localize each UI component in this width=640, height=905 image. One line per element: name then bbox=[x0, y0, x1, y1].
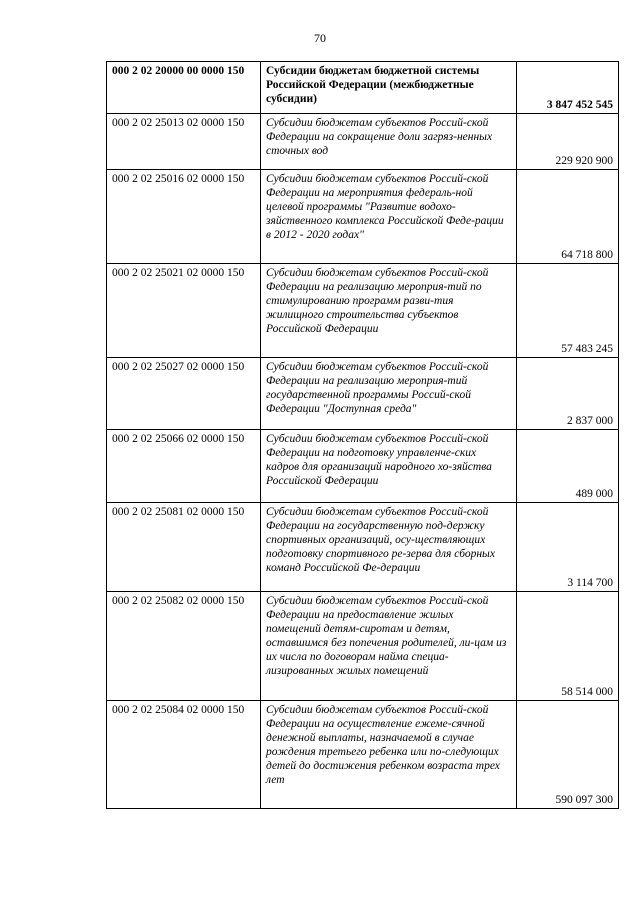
row-code-cell: 000 2 02 25082 02 0000 150 bbox=[107, 592, 261, 701]
row-amount-cell: 57 483 245 bbox=[517, 264, 619, 358]
table-row bbox=[107, 503, 619, 592]
table-row bbox=[107, 264, 619, 358]
row-amount-cell: 58 514 000 bbox=[517, 592, 619, 701]
row-code-cell: 000 2 02 25066 02 0000 150 bbox=[107, 430, 261, 503]
table-row bbox=[107, 170, 619, 264]
row-description-cell: Субсидии бюджетам субъектов Россий-ской Федерации на сокращение доли загряз-ненных сточных вод bbox=[261, 114, 517, 170]
row-amount-cell: 489 000 bbox=[517, 430, 619, 503]
page-number: 70 bbox=[314, 31, 326, 45]
header-amount-cell: 3 847 452 545 bbox=[517, 62, 619, 114]
row-code-cell: 000 2 02 25027 02 0000 150 bbox=[107, 358, 261, 430]
row-description-cell: Субсидии бюджетам субъектов Россий-ской Федерации на реализацию мероприя-тий по стимулированию программ разви-тия жилищного строительства субъектов Российской Федерации bbox=[261, 264, 517, 358]
table-row bbox=[107, 592, 619, 701]
header-code-cell: 000 2 02 20000 00 0000 150 bbox=[107, 62, 261, 114]
row-amount-cell: 2 837 000 bbox=[517, 358, 619, 430]
table-row bbox=[107, 358, 619, 430]
row-amount-cell: 229 920 900 bbox=[517, 114, 619, 170]
row-amount-cell: 64 718 800 bbox=[517, 170, 619, 264]
table-row bbox=[107, 430, 619, 503]
row-code-cell: 000 2 02 25084 02 0000 150 bbox=[107, 701, 261, 809]
row-description-cell: Субсидии бюджетам субъектов Россий-ской Федерации на осуществление ежеме-сячной денежной выплаты, назначаемой в случае рождения третьего ребенка или по-следующих детей до достижения ребенком возраста трех лет bbox=[261, 701, 517, 809]
row-description-cell: Субсидии бюджетам субъектов Россий-ской Федерации на государственную под-держку спортивных организаций, осу-ществляющих подготовку спортивного ре-зерва для сборных команд Российской Фе-дерации bbox=[261, 503, 517, 592]
row-description-cell: Субсидии бюджетам субъектов Россий-ской Федерации на мероприятия федераль-ной целевой программы "Развитие водохо-зяйственного комплекса Российской Феде-рации в 2012 - 2020 годах" bbox=[261, 170, 517, 264]
row-description-cell: Субсидии бюджетам субъектов Россий-ской Федерации на реализацию мероприя-тий государственной программы Россий-ской Федерации "Доступная среда" bbox=[261, 358, 517, 430]
row-code-cell: 000 2 02 25016 02 0000 150 bbox=[107, 170, 261, 264]
row-code-cell: 000 2 02 25081 02 0000 150 bbox=[107, 503, 261, 592]
row-description-cell: Субсидии бюджетам субъектов Россий-ской Федерации на предоставление жилых помещений детям-сиротам и детям, оставшимся без попечения родителей, ли-цам из их числа по договорам найма специа-лизированных жилых помещений bbox=[261, 592, 517, 701]
row-code-cell: 000 2 02 25021 02 0000 150 bbox=[107, 264, 261, 358]
budget-table bbox=[106, 61, 619, 809]
header-description-cell: Субсидии бюджетам бюджетной системы Российской Федерации (межбюджетные субсидии) bbox=[261, 62, 517, 114]
table-row bbox=[107, 114, 619, 170]
table-row bbox=[107, 701, 619, 809]
row-code-cell: 000 2 02 25013 02 0000 150 bbox=[107, 114, 261, 170]
row-amount-cell: 590 097 300 bbox=[517, 701, 619, 809]
table-header-row bbox=[107, 62, 619, 114]
row-amount-cell: 3 114 700 bbox=[517, 503, 619, 592]
row-description-cell: Субсидии бюджетам субъектов Россий-ской Федерации на подготовку управленче-ских кадров для организаций народного хо-зяйства Российской Федерации bbox=[261, 430, 517, 503]
